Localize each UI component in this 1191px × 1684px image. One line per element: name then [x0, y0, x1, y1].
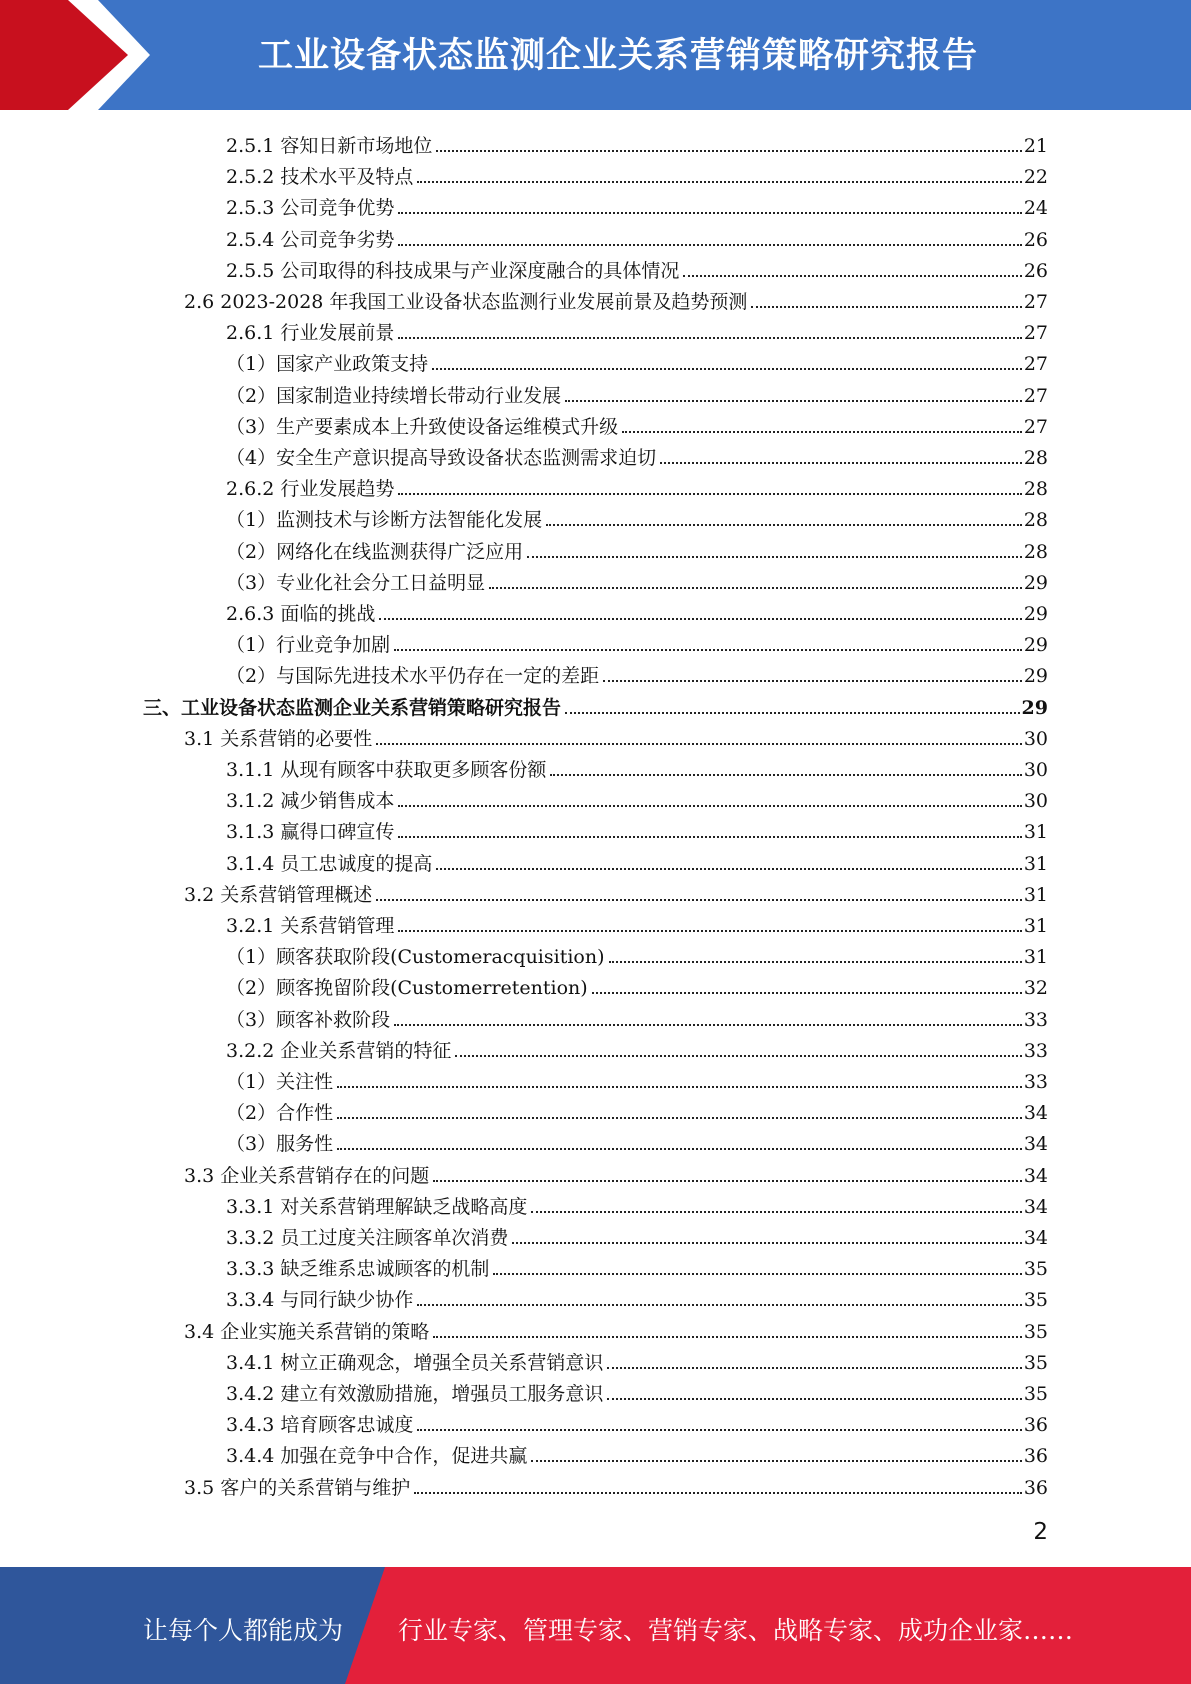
- toc-entry-page: 31: [1023, 821, 1048, 844]
- toc-entry[interactable]: [226, 1063, 1048, 1093]
- toc-entry-page: 31: [1023, 883, 1048, 906]
- toc-entry-page: 33: [1023, 1071, 1048, 1093]
- toc-entry-page: 35: [1023, 1351, 1048, 1374]
- toc-entry-title: 2.6.2 行业发展趋势: [226, 478, 395, 501]
- toc-entry-title: （1）行业竞争加剧: [226, 634, 391, 657]
- toc-entry[interactable]: [226, 1094, 1048, 1124]
- toc-entry-title: 3.4.2 建立有效激励措施，增强员工服务意识: [226, 1383, 604, 1405]
- toc-entry[interactable]: [226, 1188, 1048, 1218]
- toc-entry[interactable]: [226, 189, 1048, 219]
- footer-slogan-left: 让每个人都能成为: [143, 1616, 344, 1645]
- toc-entry[interactable]: [226, 345, 1048, 375]
- toc-entry-title: （1）顾客获取阶段(Customeracquisition): [226, 946, 605, 969]
- toc-entry-page: 30: [1023, 759, 1048, 781]
- toc-entry-page: 36: [1023, 1414, 1048, 1437]
- toc-entry[interactable]: [226, 1344, 1048, 1374]
- toc-dot-leader: [417, 1304, 1021, 1306]
- toc-entry[interactable]: [226, 1001, 1048, 1031]
- toc-entry-page: 26: [1023, 259, 1048, 282]
- toc-entry[interactable]: [226, 252, 1048, 282]
- report-title: 工业设备状态监测企业关系营销策略研究报告: [257, 36, 978, 76]
- toc-entry-title: （4）安全生产意识提高导致设备状态监测需求迫切: [226, 447, 657, 469]
- toc-entry[interactable]: [226, 158, 1048, 188]
- toc-dot-leader: [398, 493, 1021, 495]
- toc-dot-leader: [565, 712, 1020, 714]
- toc-entry-title: （2）网络化在线监测获得广泛应用: [226, 540, 524, 563]
- toc-entry[interactable]: [226, 845, 1048, 875]
- toc-entry-title: 3.1 关系营销的必要性: [184, 727, 373, 750]
- toc-entry-title: （3）服务性: [226, 1133, 334, 1156]
- toc-entry-title: 3.4 企业实施关系营销的策略: [184, 1320, 430, 1343]
- toc-entry[interactable]: [226, 1281, 1048, 1311]
- toc-entry[interactable]: [143, 689, 1048, 719]
- toc-dot-leader: [751, 306, 1021, 308]
- toc-dot-leader: [417, 1429, 1021, 1431]
- toc-entry[interactable]: [226, 501, 1048, 531]
- toc-entry[interactable]: [226, 470, 1048, 500]
- toc-entry[interactable]: [226, 1219, 1048, 1249]
- toc-entry-title: 3.1.2 减少销售成本: [226, 790, 395, 813]
- toc-entry-page: 34: [1023, 1102, 1048, 1125]
- toc-dot-leader: [607, 1398, 1021, 1400]
- toc-entry-title: 3.3.4 与同行缺少协作: [226, 1289, 414, 1312]
- toc-entry-page: 28: [1023, 540, 1048, 563]
- toc-entry-title: （2）国家制造业持续增长带动行业发展: [226, 384, 562, 407]
- page-footer: [0, 1567, 1191, 1684]
- toc-entry[interactable]: [184, 1469, 1048, 1499]
- toc-entry-page: 33: [1023, 1008, 1048, 1031]
- toc-entry-page: 36: [1023, 1445, 1048, 1468]
- toc-entry-page: 27: [1023, 353, 1048, 376]
- toc-entry-title: 2.6.3 面临的挑战: [226, 603, 376, 625]
- toc-dot-leader: [622, 431, 1022, 433]
- toc-entry-page: 35: [1023, 1258, 1048, 1281]
- toc-entry-page: 36: [1023, 1476, 1048, 1499]
- toc-dot-leader: [592, 992, 1022, 994]
- toc-entry[interactable]: [226, 907, 1048, 937]
- toc-dot-leader: [398, 337, 1021, 339]
- toc-entry-page: 24: [1023, 197, 1048, 220]
- toc-entry[interactable]: [226, 969, 1048, 999]
- toc-dot-leader: [337, 1086, 1022, 1088]
- toc-entry[interactable]: [226, 564, 1048, 594]
- toc-entry[interactable]: [226, 813, 1048, 843]
- toc-entry-page: 35: [1023, 1320, 1048, 1343]
- toc-entry[interactable]: [184, 283, 1048, 313]
- toc-entry-title: 3.1.3 赢得口碑宣传: [226, 821, 395, 844]
- toc-entry-title: 3.4.3 培育顾客忠诚度: [226, 1414, 414, 1437]
- toc-entry[interactable]: [226, 1032, 1048, 1062]
- toc-entry[interactable]: [226, 1250, 1048, 1280]
- toc-entry[interactable]: [184, 1313, 1048, 1343]
- toc-entry-title: 3.3.2 员工过度关注顾客单次消费: [226, 1227, 509, 1249]
- toc-entry-page: 29: [1023, 634, 1048, 657]
- toc-dot-leader: [565, 400, 1022, 402]
- toc-entry[interactable]: [226, 751, 1048, 781]
- toc-entry[interactable]: [184, 1157, 1048, 1187]
- toc-entry[interactable]: [226, 1437, 1048, 1467]
- toc-entry-page: 31: [1023, 852, 1048, 875]
- toc-entry-title: 3.2 关系营销管理概述: [184, 883, 373, 906]
- footer-slogan-right: 行业专家、管理专家、营销专家、战略专家、成功企业家……: [398, 1616, 1074, 1645]
- toc-entry-page: 28: [1023, 478, 1048, 501]
- toc-entry-title: 2.5.2 技术水平及特点: [226, 166, 414, 189]
- toc-dot-leader: [398, 212, 1021, 214]
- toc-entry-page: 30: [1023, 727, 1048, 750]
- toc-entry-page: 29: [1021, 696, 1048, 719]
- toc-entry-title: （2）合作性: [226, 1102, 334, 1125]
- toc-entry-page: 31: [1023, 946, 1048, 969]
- toc-dot-leader: [609, 961, 1022, 963]
- toc-entry-title: 2.6.1 行业发展前景: [226, 322, 395, 345]
- toc-entry-title: 3.3.1 对关系营销理解缺乏战略高度: [226, 1195, 528, 1218]
- toc-entry-page: 34: [1023, 1133, 1048, 1156]
- toc-dot-leader: [527, 556, 1022, 558]
- toc-dot-leader: [436, 868, 1021, 870]
- toc-entry-page: 29: [1023, 571, 1048, 594]
- toc-dot-leader: [432, 368, 1022, 370]
- toc-entry[interactable]: [226, 782, 1048, 812]
- toc-dot-leader: [394, 649, 1022, 651]
- toc-dot-leader: [398, 805, 1021, 807]
- toc-entry-page: 35: [1023, 1383, 1048, 1405]
- toc-entry-page: 34: [1023, 1164, 1048, 1187]
- toc-entry-title: 3.1.1 从现有顾客中获取更多顾客份额: [226, 759, 547, 781]
- toc-entry-page: 28: [1023, 447, 1048, 469]
- toc-entry-page: 30: [1023, 790, 1048, 813]
- toc-entry-page: 31: [1023, 915, 1048, 937]
- toc-dot-leader: [337, 1148, 1022, 1150]
- toc-dot-leader: [531, 1211, 1021, 1213]
- toc-dot-leader: [376, 899, 1022, 901]
- toc-dot-leader: [683, 275, 1021, 277]
- toc-dot-leader: [433, 1336, 1022, 1338]
- toc-entry-page: 33: [1023, 1039, 1048, 1062]
- toc-dot-leader: [550, 774, 1021, 776]
- page-number: 2: [1033, 1519, 1048, 1545]
- toc-entry[interactable]: [226, 221, 1048, 251]
- toc-dot-leader: [398, 836, 1021, 838]
- toc-entry-page: 22: [1023, 166, 1048, 189]
- toc-entry-page: 27: [1023, 291, 1048, 313]
- toc-entry-title: 3.2.1 关系营销管理: [226, 915, 395, 937]
- toc-entry[interactable]: [226, 626, 1048, 656]
- toc-entry-page: 29: [1023, 665, 1048, 688]
- toc-dot-leader: [660, 462, 1022, 464]
- toc-entry[interactable]: [226, 595, 1048, 625]
- toc-dot-leader: [394, 1024, 1022, 1026]
- toc-entry-title: 2.5.3 公司竞争优势: [226, 197, 395, 220]
- toc-entry-title: 2.6 2023-2028 年我国工业设备状态监测行业发展前景及趋势预测: [184, 291, 748, 313]
- toc-entry[interactable]: [184, 876, 1048, 906]
- toc-entry-page: 27: [1023, 322, 1048, 345]
- toc-entry[interactable]: [226, 439, 1048, 469]
- toc-entry-title: 3.5 客户的关系营销与维护: [184, 1476, 411, 1499]
- toc-dot-leader: [414, 1492, 1022, 1494]
- toc-entry-title: 三、工业设备状态监测企业关系营销策略研究报告: [143, 696, 562, 719]
- toc-entry[interactable]: [226, 408, 1048, 438]
- toc-entry-page: 34: [1023, 1227, 1048, 1249]
- toc-entry[interactable]: [226, 314, 1048, 344]
- toc-entry-title: （1）国家产业政策支持: [226, 353, 429, 376]
- toc-entry-title: （2）顾客挽留阶段(Customerretention): [226, 977, 588, 1000]
- toc-entry-title: （1）关注性: [226, 1071, 334, 1093]
- toc-dot-leader: [607, 1367, 1021, 1369]
- toc-entry-title: 2.5.5 公司取得的科技成果与产业深度融合的具体情况: [226, 259, 680, 282]
- toc-dot-leader: [417, 181, 1021, 183]
- toc-dot-leader: [436, 150, 1021, 152]
- toc-entry-page: 27: [1023, 415, 1048, 438]
- toc-dot-leader: [398, 930, 1021, 932]
- toc-entry-title: 3.3.3 缺乏维系忠诚顾客的机制: [226, 1258, 490, 1281]
- toc-entry-page: 28: [1023, 509, 1048, 532]
- toc-dot-leader: [512, 1242, 1021, 1244]
- toc-dot-leader: [376, 743, 1022, 745]
- toc-entry-page: 21: [1023, 135, 1048, 157]
- toc-entry-page: 29: [1023, 603, 1048, 625]
- toc-entry-title: 3.3 企业关系营销存在的问题: [184, 1164, 430, 1187]
- toc-entry-title: 3.4.1 树立正确观念，增强全员关系营销意识: [226, 1351, 604, 1374]
- toc-dot-leader: [379, 618, 1021, 620]
- toc-entry[interactable]: [226, 127, 1048, 157]
- toc-entry-title: （3）专业化社会分工日益明显: [226, 571, 486, 594]
- toc-entry-title: 3.2.2 企业关系营销的特征: [226, 1039, 452, 1062]
- toc-dot-leader: [489, 587, 1022, 589]
- toc-entry-title: （1）监测技术与诊断方法智能化发展: [226, 509, 543, 532]
- toc-entry-page: 26: [1023, 228, 1048, 251]
- toc-entry[interactable]: [226, 1406, 1048, 1436]
- toc-entry[interactable]: [226, 657, 1048, 687]
- toc-entry-title: 2.5.1 容知日新市场地位: [226, 135, 433, 157]
- toc-entry-page: 35: [1023, 1289, 1048, 1312]
- toc-dot-leader: [455, 1055, 1021, 1057]
- toc-entry-title: 3.1.4 员工忠诚度的提高: [226, 852, 433, 875]
- toc-entry-title: 2.5.4 公司竞争劣势: [226, 228, 395, 251]
- toc-entry-page: 32: [1023, 977, 1048, 1000]
- toc-entry[interactable]: [226, 533, 1048, 563]
- toc-entry[interactable]: [226, 938, 1048, 968]
- toc-dot-leader: [546, 524, 1022, 526]
- toc-entry[interactable]: [226, 1375, 1048, 1405]
- page-header: [0, 0, 1191, 110]
- toc-entry-title: 3.4.4 加强在竞争中合作，促进共赢: [226, 1445, 528, 1468]
- toc-entry-title: （3）顾客补救阶段: [226, 1008, 391, 1031]
- toc-dot-leader: [337, 1117, 1022, 1119]
- toc-entry[interactable]: [226, 377, 1048, 407]
- toc-entry[interactable]: [184, 720, 1048, 750]
- toc-dot-leader: [603, 680, 1022, 682]
- toc-dot-leader: [398, 244, 1021, 246]
- toc-entry-title: （3）生产要素成本上升致使设备运维模式升级: [226, 415, 619, 438]
- toc-entry-title: （2）与国际先进技术水平仍存在一定的差距: [226, 665, 600, 688]
- toc-entry-page: 27: [1023, 384, 1048, 407]
- toc-dot-leader: [493, 1273, 1021, 1275]
- toc-entry-page: 34: [1023, 1195, 1048, 1218]
- toc-dot-leader: [433, 1180, 1022, 1182]
- toc-dot-leader: [531, 1460, 1021, 1462]
- toc-entry[interactable]: [226, 1125, 1048, 1155]
